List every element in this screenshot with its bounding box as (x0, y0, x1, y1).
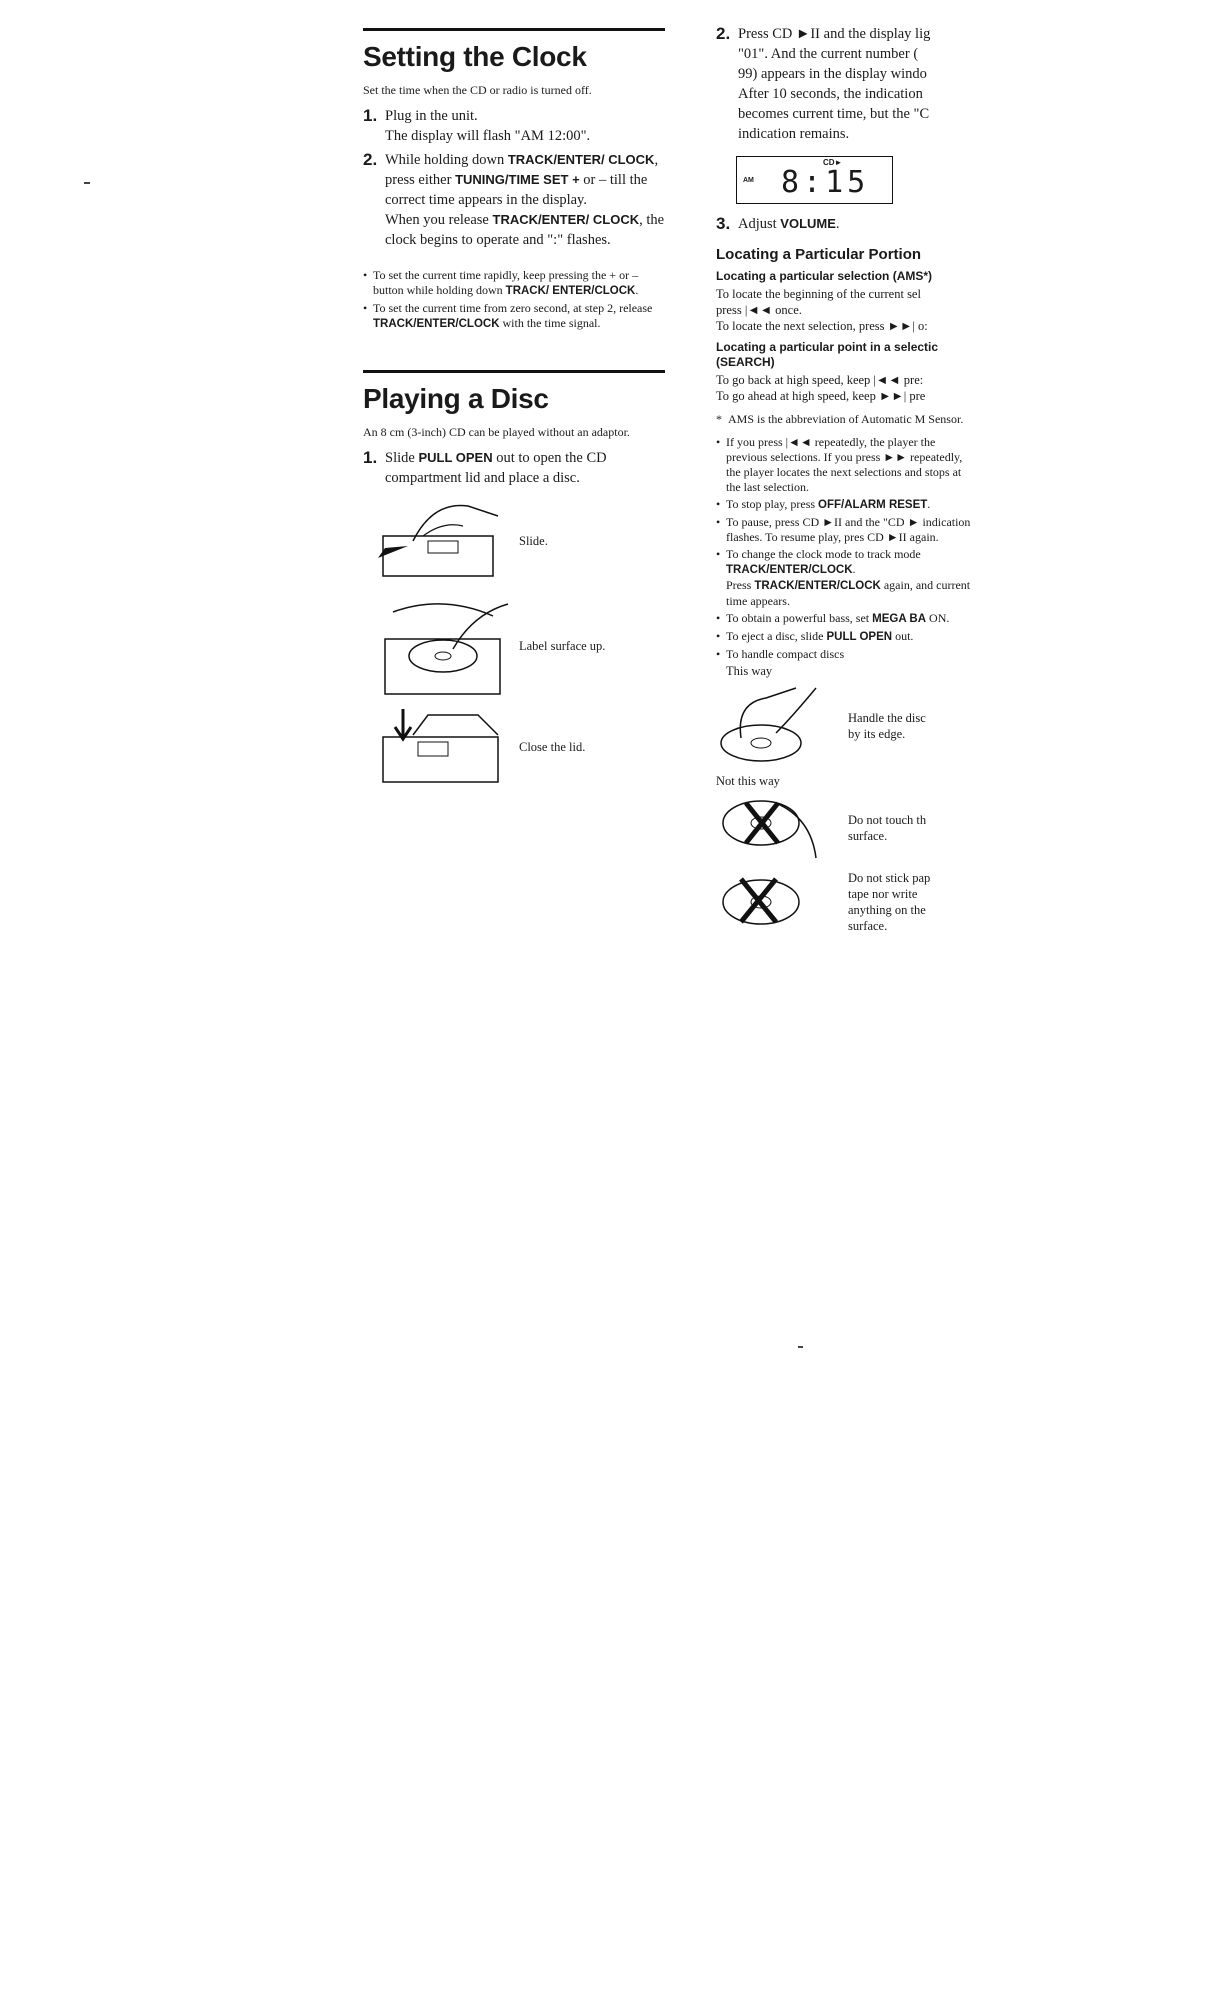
stick-caption: Do not stick pap tape nor write anything on the surface. (848, 871, 931, 933)
search-text: To go back at high speed, keep |◄◄ pre: (716, 373, 924, 387)
ams-text: To locate the beginning of the current sel (716, 287, 921, 301)
step-number: 3. (716, 214, 731, 233)
lcd-am-indicator: AM (743, 177, 754, 184)
step-text: The display will flash "AM 12:00". (385, 128, 591, 144)
ams-subtitle: Locating a particular selection (AMS*) (716, 269, 933, 283)
ams-text: To locate the next selection, press ►►| o: (716, 319, 928, 333)
playing-disc-title: Playing a Disc (363, 383, 549, 414)
note-item: • To stop play, press OFF/ALARM RESET. (716, 497, 974, 513)
step-text: Slide PULL OPEN out to open the CD compartment lid and place a disc. (385, 450, 607, 486)
ams-footnote: * AMS is the abbreviation of Automatic M Sensor. (716, 412, 984, 427)
note-item: • To set the current time rapidly, keep pressing the + or – button while holding down TRACK/ ENTER/CLOCK. (363, 268, 665, 299)
playing-step-2 (716, 24, 984, 144)
handle-caption: Handle the disc by its edge. (848, 710, 926, 741)
right-column (716, 24, 984, 1024)
note-item: • If you press |◄◄ repeatedly, the player the previous selections. If you press ►► repeatedly, the player locates the next selections and stops at the last selection. (716, 435, 974, 495)
note-item: • To set the current time from zero second, at step 2, release TRACK/ENTER/CLOCK with the time signal. (363, 301, 665, 332)
do-not-stick-illustration (716, 867, 836, 937)
left-column (363, 28, 665, 795)
ams-text: press |◄◄ once. (716, 303, 802, 317)
setting-step-1 (363, 106, 665, 146)
step-text: 99) appears in the display windo (738, 66, 927, 82)
step-text: While holding down TRACK/ENTER/ CLOCK, press either TUNING/TIME SET + or – till the correct time appears in the display. (385, 152, 659, 208)
note-item: • To obtain a powerful bass, set MEGA BA ON. (716, 611, 974, 627)
touch-caption: Do not touch th surface. (848, 813, 927, 843)
note-item: • To pause, press CD ►II and the "CD ► indication flashes. To resume play, pres CD ►II again. (716, 515, 974, 545)
playing-disc-intro: An 8 cm (3-inch) CD can be played without an adaptor. (363, 425, 630, 439)
scan-speck (84, 182, 90, 184)
do-not-touch-illustration (716, 793, 836, 863)
search-text: To go ahead at high speed, keep ►►| pre (716, 389, 926, 403)
playing-step-1 (363, 448, 665, 488)
step-text: Press CD ►II and the display lig (738, 26, 931, 42)
disc-insert-illustration (373, 594, 513, 699)
setting-clock-intro: Set the time when the CD or radio is turned off. (363, 83, 592, 97)
not-this-way-label: Not this way (716, 774, 780, 788)
figure-label-up (373, 594, 665, 699)
playing-notes (716, 435, 974, 662)
step-text: Adjust VOLUME. (738, 216, 840, 232)
step-text: indication remains. (738, 126, 850, 142)
step-number: 2. (716, 24, 731, 43)
handle-correct (716, 683, 984, 768)
setting-step-2 (363, 150, 665, 250)
figure-close-lid (373, 707, 665, 787)
step-number: 1. (363, 448, 378, 467)
note-item: • To change the clock mode to track mode TRACK/ENTER/CLOCK. Press TRACK/ENTER/CLOCK again, and current time appears. (716, 547, 974, 609)
locating-title: Locating a Particular Portion (716, 246, 922, 263)
section-rule (363, 370, 665, 373)
handle-disc-edge-illustration (716, 683, 836, 768)
setting-notes (363, 268, 665, 332)
step-text: When you release TRACK/ENTER/ CLOCK, the clock begins to operate and ":" flashes. (385, 212, 665, 248)
handle-wrong-stick (716, 867, 984, 937)
handle-wrong-touch (716, 793, 984, 863)
caption-close-lid: Close the lid. (519, 739, 586, 754)
step-text: Plug in the unit. (385, 108, 478, 124)
section-rule (363, 28, 665, 31)
step-text: "01". And the current number ( (738, 46, 919, 62)
step-number: 2. (363, 150, 378, 169)
search-subtitle: Locating a particular point in a selectic (SEARCH) (716, 340, 939, 369)
lcd-display (736, 156, 893, 204)
close-lid-illustration (373, 707, 513, 787)
lcd-cd-indicator: CD► (823, 158, 843, 167)
lcd-time: 8:15 (781, 165, 870, 200)
step-text: After 10 seconds, the indication (738, 86, 923, 102)
playing-step-3 (716, 214, 984, 234)
step-number: 1. (363, 106, 378, 125)
slide-illustration (373, 496, 513, 586)
caption-slide: Slide. (519, 533, 548, 548)
this-way-label: This way (726, 664, 773, 678)
note-item: • To eject a disc, slide PULL OPEN out. (716, 629, 974, 645)
caption-label-up: Label surface up. (519, 639, 606, 653)
scan-speck (798, 1346, 803, 1348)
step-text: becomes current time, but the "C (738, 106, 930, 122)
figure-slide (373, 496, 665, 586)
setting-clock-title: Setting the Clock (363, 41, 587, 72)
note-item: • To handle compact discs (716, 647, 974, 662)
